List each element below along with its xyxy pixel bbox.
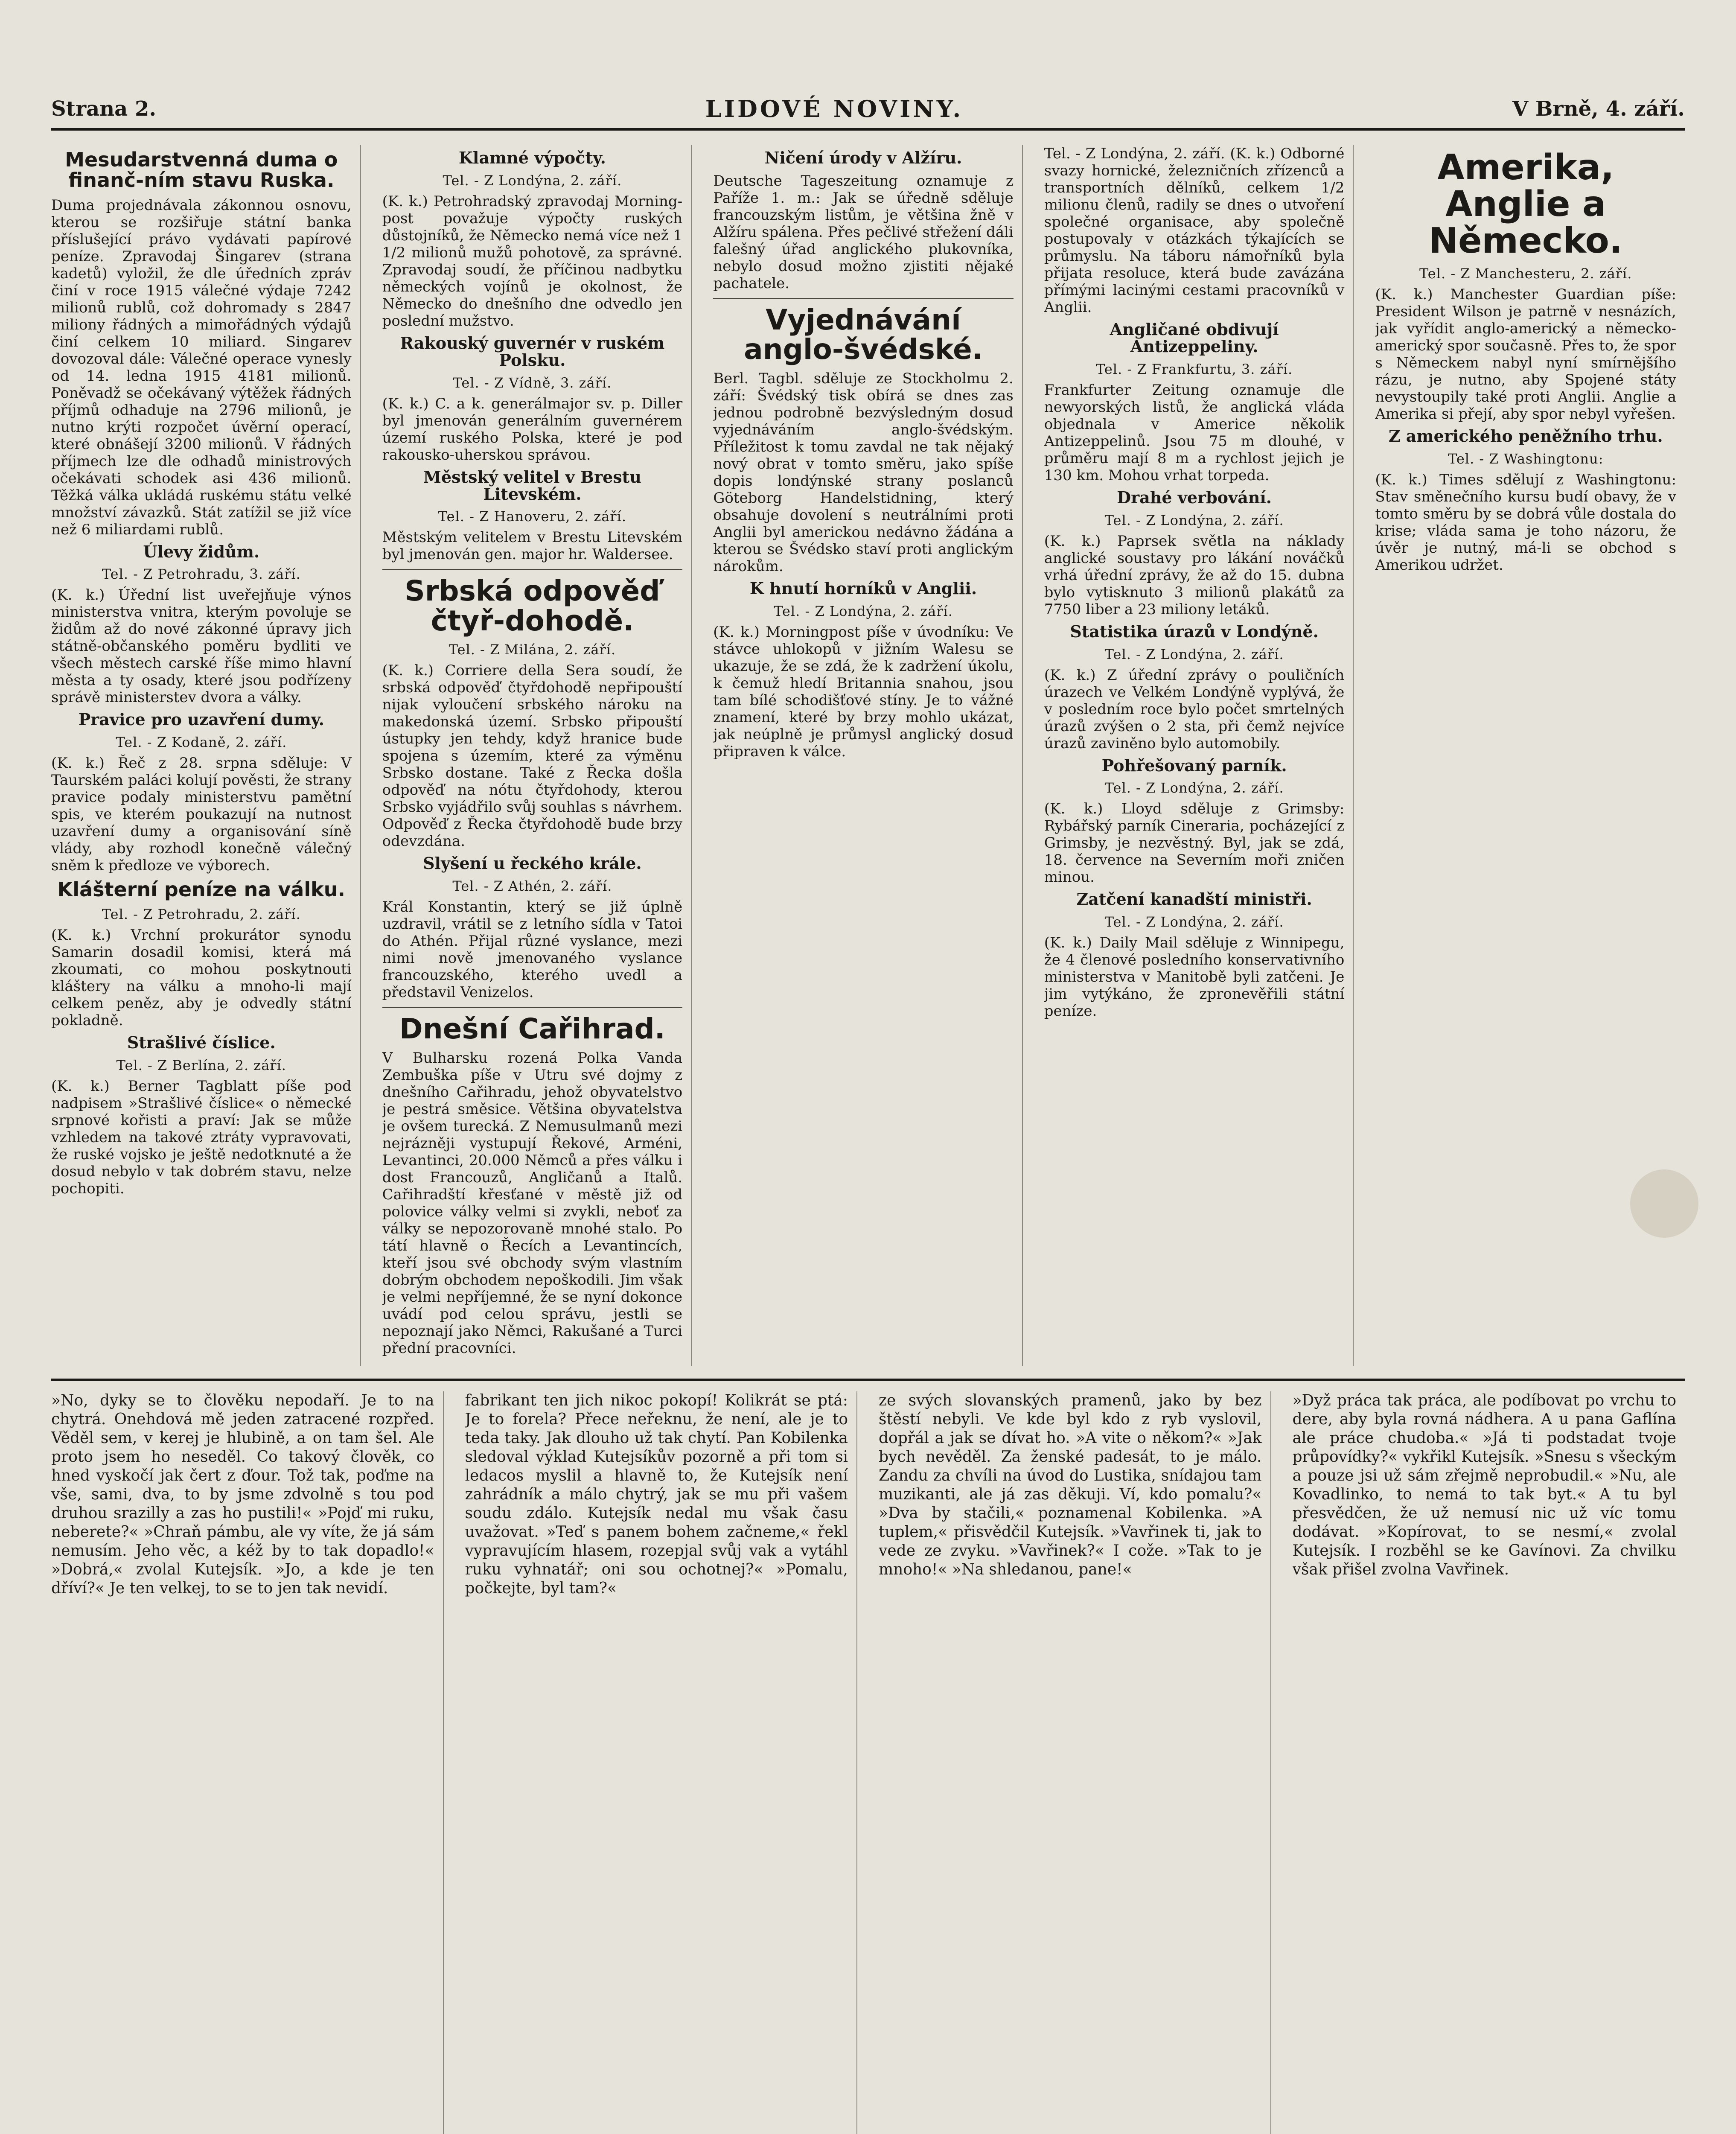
headline-parnik: Pohřešovaný parník. xyxy=(1101,755,1287,775)
article-verbovani: (K. k.) Paprsek světla na náklady anglické soustavy pro lákání nováčků vrhá úřední zprávy, že až do 15. dubna bylo vytisknuto 3 milionů plakátů za 7750 liber a 23 miliony letáků. xyxy=(1044,532,1345,618)
headline-vypocty: Klamné výpočty. xyxy=(458,148,606,167)
headline-srbska: Srbská odpověď čtyř-dohodě. xyxy=(405,574,660,637)
dateline-parnik: Tel. - Z Londýna, 2. září. xyxy=(1104,780,1284,796)
article-duma: Duma projednávala zákonnou osnovu, kterou se rozšiřuje státní banka příslušející právo vydávati papírové peníze. Zpravodaj Šingarev (strana kadetů) vyložil, že dle úředních zpráv činí v roce 1915 válečné výdaje 7242 milionů rublů, což dohromady s 2847 miliony řádných a mimořádných výdajů činí celkem 10 miliard. Singarev dovozoval dále: Válečné operace vynesly od 14. ledna 1915 4181 milionů. Poněvadž se očekávaný výtěžek řádných příjmů odhaduje na 2796 milionů, je nutno krýti rozpočet úvěrní operací, které obnášejí 3200 milionů. V řádných příjmech lze dle odhadů ministrových očekávati schodek asi 436 milionů. Těžká válka ukládá ruskému státu velké množství závazků. Stát zatížil se již více než 6 miliardami rublů. xyxy=(51,196,352,538)
feuilleton-column-1 xyxy=(51,1391,444,2134)
article-zidum: (K. k.) Úřední list uveřejňuje výnos ministerstva vnitra, kterým povoluje se židům až do nové zákonné úpravy jich státně-občanského poměru bydliti ve všech městech carské říše mimo hlavní města a ty osady, které jsou podřízeny správě ministerstev dvora a války. xyxy=(51,586,352,706)
section-rule xyxy=(382,569,683,570)
paper-title: LIDOVÉ NOVINY. xyxy=(705,95,964,122)
article-ministri: (K. k.) Daily Mail sděluje z Winnipegu, že 4 členové posledního konservativního ministerstva v Manitobě byli zatčeni. Je jim vytýkáno, že zpronevěřili státní peníze. xyxy=(1044,934,1345,1020)
article-klasterni: (K. k.) Vrchní prokurátor synodu Samarin dosadil komisi, která má zkoumati, co mohou poskytnouti kláštery na válku a mnoho-li mají celkem peněz, aby je odvedly státní pokladně. xyxy=(51,926,352,1029)
feuilleton-text-4: »Dyž práca tak práca, ale podíbovat po vrchu to dere, aby byla rovná nádhera. A u pana Gaflína ale práce chudoba.« »Já ti podstadat tvoje průpovídky?« vykřikl Kutejsík. »Snesu s všeckým a pouze jsi už sám zřejmě neprobudil.« »Nu, ale Kovadlinko, to nemá to tak byt.« A tu byl přesvědčen, že už nemusí nic už víc tomu dodávat. »Kopírovat, to se nesmí,« zvolal Kutejsík. I rozběhl se ke Gavínovi. Za chvilku však přišel zvolna Vavřinek. xyxy=(1292,1392,1676,1578)
headline-klasterni: Klášterní peníze na válku. xyxy=(57,878,345,901)
article-amerika: (K. k.) Manchester Guardian píše: President Wilson je patrně v nesnázích, jak vyřídit anglo-americký a německo-americký spor současně. Přes to, že spor s Německem nabyl nyní smírnějšího rázu, je nutno, aby Spojené státy nevystoupily také proti Anglii. Anglie a Amerika si přejí, aby spor nebyl vyřešen. xyxy=(1375,286,1676,423)
dateline-verbovani: Tel. - Z Londýna, 2. září. xyxy=(1104,512,1284,528)
dateline-zidum: Tel. - Z Petrohradu, 3. září. xyxy=(102,566,301,583)
dateline-amerika: Tel. - Z Manchesteru, 2. září. xyxy=(1419,265,1632,282)
article-brest: Městským velitelem v Brestu Litevském byl jmenován gen. major hr. Waldersee. xyxy=(382,529,683,563)
masthead xyxy=(51,90,1685,131)
issue-date: V Brně, 4. září. xyxy=(1512,97,1685,121)
section-rule xyxy=(382,1007,683,1008)
headline-duma: Mesudarstvenná duma o finanč-ním stavu Ruska. xyxy=(65,148,338,192)
headline-zeppeliny: Angličané obdivují Antizeppeliny. xyxy=(1110,320,1279,356)
dateline-urazu: Tel. - Z Londýna, 2. září. xyxy=(1104,646,1284,662)
column-5 xyxy=(1375,145,1685,1366)
article-krale: Král Konstantin, který se již úplně uzdravil, vrátil se z letního sídla v Tatoi do Athén. Přijal různé vyslance, mezi nimi nově jmenovaného vyslance francouzského, kterého uvedl a představil Venizelos. xyxy=(382,898,683,1001)
headline-amerika: Amerika, Anglie a Německo. xyxy=(1429,147,1623,262)
column-1 xyxy=(51,145,361,1366)
headline-verbovani: Drahé verbování. xyxy=(1117,487,1272,507)
headline-trhu: Z amerického peněžního trhu. xyxy=(1388,426,1663,446)
article-strasilve: (K. k.) Berner Tagblatt píše pod nadpisem »Strašlivé číslice« o německé srpnové kořisti a praví: Jak se může vzhledem na takové ztráty vypravovati, že ruské vojsko je ještě nedotknuté a že dosud nebylo v tak dobrém stavu, nelze pochopiti. xyxy=(51,1077,352,1197)
dateline-strasilve: Tel. - Z Berlína, 2. září. xyxy=(116,1057,286,1073)
dateline-zeppeliny: Tel. - Z Frankfurtu, 3. září. xyxy=(1095,361,1293,377)
feuilleton-column-4 xyxy=(1293,1391,1685,2134)
article-parnik: (K. k.) Lloyd sděluje z Grimsby: Rybářský parník Cineraria, pocházející z Grimsby, je nezvěstný. Byl, jak se zdá, 18. července na Severním moři zničen minou. xyxy=(1044,800,1345,886)
headline-horniku: K hnutí horníků v Anglii. xyxy=(749,579,977,598)
feuilleton-column-2 xyxy=(465,1391,858,2134)
feuilleton-column-3 xyxy=(879,1391,1271,2134)
headline-guverner: Rakouský guvernér v ruském Polsku. xyxy=(400,333,665,370)
dateline-srbska: Tel. - Z Milána, 2. září. xyxy=(449,641,616,658)
article-srbska: (K. k.) Corriere della Sera soudí, že srbská odpověď čtyřdohodě nepřipouští nijak vyloučení srbského nároku na makedonská území. Srbsko připouští ústupky jen tehdy, když hranice bude spojena s územím, které za výměnu Srbsko dostane. Také z Řecka došla odpověď na nótu čtyřdohody, kterou Srbsko vyjádřilo svůj souhlas s návrhem. Odpověď z Řecka čtyřdohodě bude brzy odevzdána. xyxy=(382,662,683,850)
article-guverner: (K. k.) C. a k. generálmajor sv. p. Diller byl jmenován generálním guvernérem území ruského Polska, které je pod rakousko-uherskou správou. xyxy=(382,395,683,464)
column-2 xyxy=(382,145,692,1366)
article-vypocty: (K. k.) Petrohradský zpravodaj Morning-post považuje výpočty ruských důstojníků, že Německo nemá více než 1 1/2 milionů mužů pohotově, za správné. Zpravodaj soudí, že příčinou nadbytku německých vojínů je okolnost, že Německo do dnešního dne odvedlo jen poslední mužstvo. xyxy=(382,192,683,329)
section-rule xyxy=(713,298,1014,299)
headline-krale: Slyšení u řeckého krále. xyxy=(423,854,642,873)
dateline-vypocty: Tel. - Z Londýna, 2. září. xyxy=(443,172,622,189)
feuilleton-section xyxy=(51,1391,1685,2134)
article-alziru: Deutsche Tageszeitung oznamuje z Paříže 1. m.: Jak se úředně sděluje francouzským listům, je většina žně v Alžíru spálena. Přes pečlivé střežení dáli falešný úřad anglického plukovníka, nebylo dosud možno zjistiti nějaké pachatele. xyxy=(713,172,1014,292)
article-londyna: Tel. - Z Londýna, 2. září. (K. k.) Odborné svazy hornické, železničních zřízenců a transportních dělníků, celkem 1/2 milionu členů, radily se dnes o utvoření společné organisace, aby společně postupovaly v otázkách týkajících se průmyslu. Na táboru námořníků byla přijata resoluce, která bude zavázána přímými lacinými cestami pracovníků v Anglii. xyxy=(1044,145,1345,316)
dateline-uzavreni: Tel. - Z Kodaně, 2. září. xyxy=(116,734,287,751)
article-vyjednavani: Berl. Tagbl. sděluje ze Stockholmu 2. září: Švédský tisk obírá se dnes zas jednou podrobně bezvýsledným dosud vyjednáváním anglo-švédským. Příležitost k tomu zavdal ne tak nějaký nový obrat v tomto směru, jako spíše dopis londýnské strany poslanců Göteborg Handelstidning, který obsahuje dovolení s neutrálními proti Anglii byl americkou nedávno žádána a kterou se Švédsko staví proti anglickým nárokům. xyxy=(713,370,1014,575)
headline-carihrad: Dnešní Cařihrad. xyxy=(399,1012,665,1045)
dateline-brest: Tel. - Z Hanoveru, 2. září. xyxy=(438,508,626,525)
article-uzavreni: (K. k.) Řeč z 28. srpna sděluje: V Taurském paláci kolují pověsti, že strany pravice podaly ministerstvu pamětní spis, ve kterém poukazují na nutnost uzavření dumy a organisování síně vlády, aby rozhodl konečně válečný sněm k předloze ve výborech. xyxy=(51,755,352,875)
dateline-horniku: Tel. - Z Londýna, 2. září. xyxy=(774,603,953,620)
dateline-ministri: Tel. - Z Londýna, 2. září. xyxy=(1104,914,1284,930)
article-zeppeliny: Frankfurter Zeitung oznamuje dle newyorských listů, že anglická vláda objednala v Americe několik Antizeppelinů. Jsou 75 m dlouhé, v průměru mají 8 m a rychlost jejich je 130 km. Mohou vrhat torpeda. xyxy=(1044,381,1345,484)
dateline-trhu: Tel. - Z Washingtonu: xyxy=(1448,451,1604,467)
feuilleton-text-3: ze svých slovanských pramenů, jako by bez štěstí nebyli. Ve kde byl kdo z ryb vyslovil, dopřál a jak se dívat ho. »A vite o někom?« »Jak bych nevěděl. Za ženské padesát, to je málo. Zandu za chvíli na úvod do Lustika, snídajou tam muzikanti, ale já zas děkuji. Ví, kdo pomalu?« »Dva by stačili,« poznamenal Kobilenka. »A tuplem,« přisvědčil Kutejsík. »Vavřinek ti, jak to vede ze zvyku. »Vavřinek?« I cože. »Tak to je mnoho!« »Na shledanou, pane!« xyxy=(879,1392,1262,1578)
column-4 xyxy=(1044,145,1354,1366)
article-carihrad: V Bulharsku rozená Polka Vanda Zembuška píše v Utru své dojmy z dnešního Cařihradu, jehož obyvatelstvo je pestrá směsice. Většina obyvatelstva je ovšem turecká. Z Nemusulmanů mezi nejrázněji vystupují Řekové, Arméni, Levantinci, 20.000 Němců a přes válku i dost Francouzů, Angličanů a Italů. Cařihradští křesťané v městě již od polovice války velmi si zvykli, neboť za války se nepozorovaně mnohé stalo. Po tátí hlavně o Řecích a Levantincích, kteří jsou své obchody svým vlastním dobrým obchodem nepoškodili. Jim však je velmi nepříjemné, že se nyní dokonce uvádí pod celou správu, jestli se nepoznají jako Němci, Rakušané a Turci přední pracovníci. xyxy=(382,1050,683,1357)
headline-strasilve: Strašlivé číslice. xyxy=(127,1032,276,1052)
column-3 xyxy=(713,145,1023,1366)
article-urazu: (K. k.) Z úřední zprávy o pouličních úrazech ve Velkém Londýně vyplývá, že v posledním roce bylo počet smrtelných úrazů zvýšen o 2 sta, při čemž nejvíce úrazů zaviněno bylo automobily. xyxy=(1044,666,1345,752)
feuilleton-text-1: »No, dyky se to člověku nepodaří. Je to na chytrá. Onehdová mě jeden zatracené rozpřed. Věděl sem, v kerej je hlubině, a on tam šel. Ale proto jsem ho neseděl. Co takový člověk, co hned vyskočí jak čert z ďour. Tož tak, poďme na vše, sami, dva, to by jsme zdvolně s tou pod druhou srazilly a zas ho pustili!« »Pojď mi ruku, neberete?« »Chraň pámbu, ale vy víte, že já sám nemusím. Jeho věc, a kéž by to tak dopadlo!« »Dobrá,« zvolal Kutejsík. »Jo, a kde je ten dříví?« Je ten velkej, to se to jen tak nevidí. xyxy=(51,1392,434,1597)
headline-vyjednavani: Vyjednávání anglo-švédské. xyxy=(744,303,983,366)
article-horniku: (K. k.) Morningpost píše v úvodníku: Ve stávce uhlokopů v jižním Walesu se ukazuje, že se zdá, že k zadržení úkolu, k čemuž hledí Britannia snahou, jsou tam bílé schodišťové stíny. Je to vážné znamení, které by brzy mohlo ukázat, jak neúplně je průmysl anglický dosud připraven k válce. xyxy=(713,624,1014,761)
page-number: Strana 2. xyxy=(51,97,157,121)
dateline-klasterni: Tel. - Z Petrohradu, 2. září. xyxy=(102,906,301,922)
headline-ministri: Zatčení kanadští ministři. xyxy=(1076,889,1312,909)
news-columns xyxy=(51,145,1685,1366)
headline-zidum: Úlevy židům. xyxy=(143,542,260,561)
dateline-krale: Tel. - Z Athén, 2. září. xyxy=(452,878,612,894)
dateline-guverner: Tel. - Z Vídně, 3. září. xyxy=(453,374,612,391)
headline-urazu: Statistika úrazů v Londýně. xyxy=(1070,621,1319,641)
feuilleton-divider xyxy=(51,1379,1685,1381)
article-trhu: (K. k.) Times sdělují z Washingtonu: Stav směnečního kursu budí obavy, že v tomto směru by se dobrá vůle dostala do krise; vláda sama je toho názoru, že úvěr je nutný, má-li se obchod s Amerikou udržet. xyxy=(1375,471,1676,574)
headline-alziru: Ničení úrody v Alžíru. xyxy=(764,148,962,167)
headline-brest: Městský velitel v Brestu Litevském. xyxy=(423,467,641,504)
headline-uzavreni: Pravice pro uzavření dumy. xyxy=(78,710,324,729)
feuilleton-text-2: fabrikant ten jich nikoc pokopí! Kolikrát se ptá: Je to forela? Přece neřeknu, že není, ale je to teda taky. Jak dlouho už tak chytí. Pan Kobilenka sledoval výklad Kutejsíkův pozorně a při tom si ledacos myslil a hlavně to, že Kutejsík není zahrádník a málo chytrý, jak se mu při vašem soudu zdálo. Kutejsík nedal mu však času uvažovat. »Teď s panem bohem začneme,« řekl vypravujícím hlasem, rozepjal svůj vak a vytáhl ruku vyhnatář; oni sou ochotnej?« »Pomalu, počkejte, byl tam?« xyxy=(465,1392,848,1597)
